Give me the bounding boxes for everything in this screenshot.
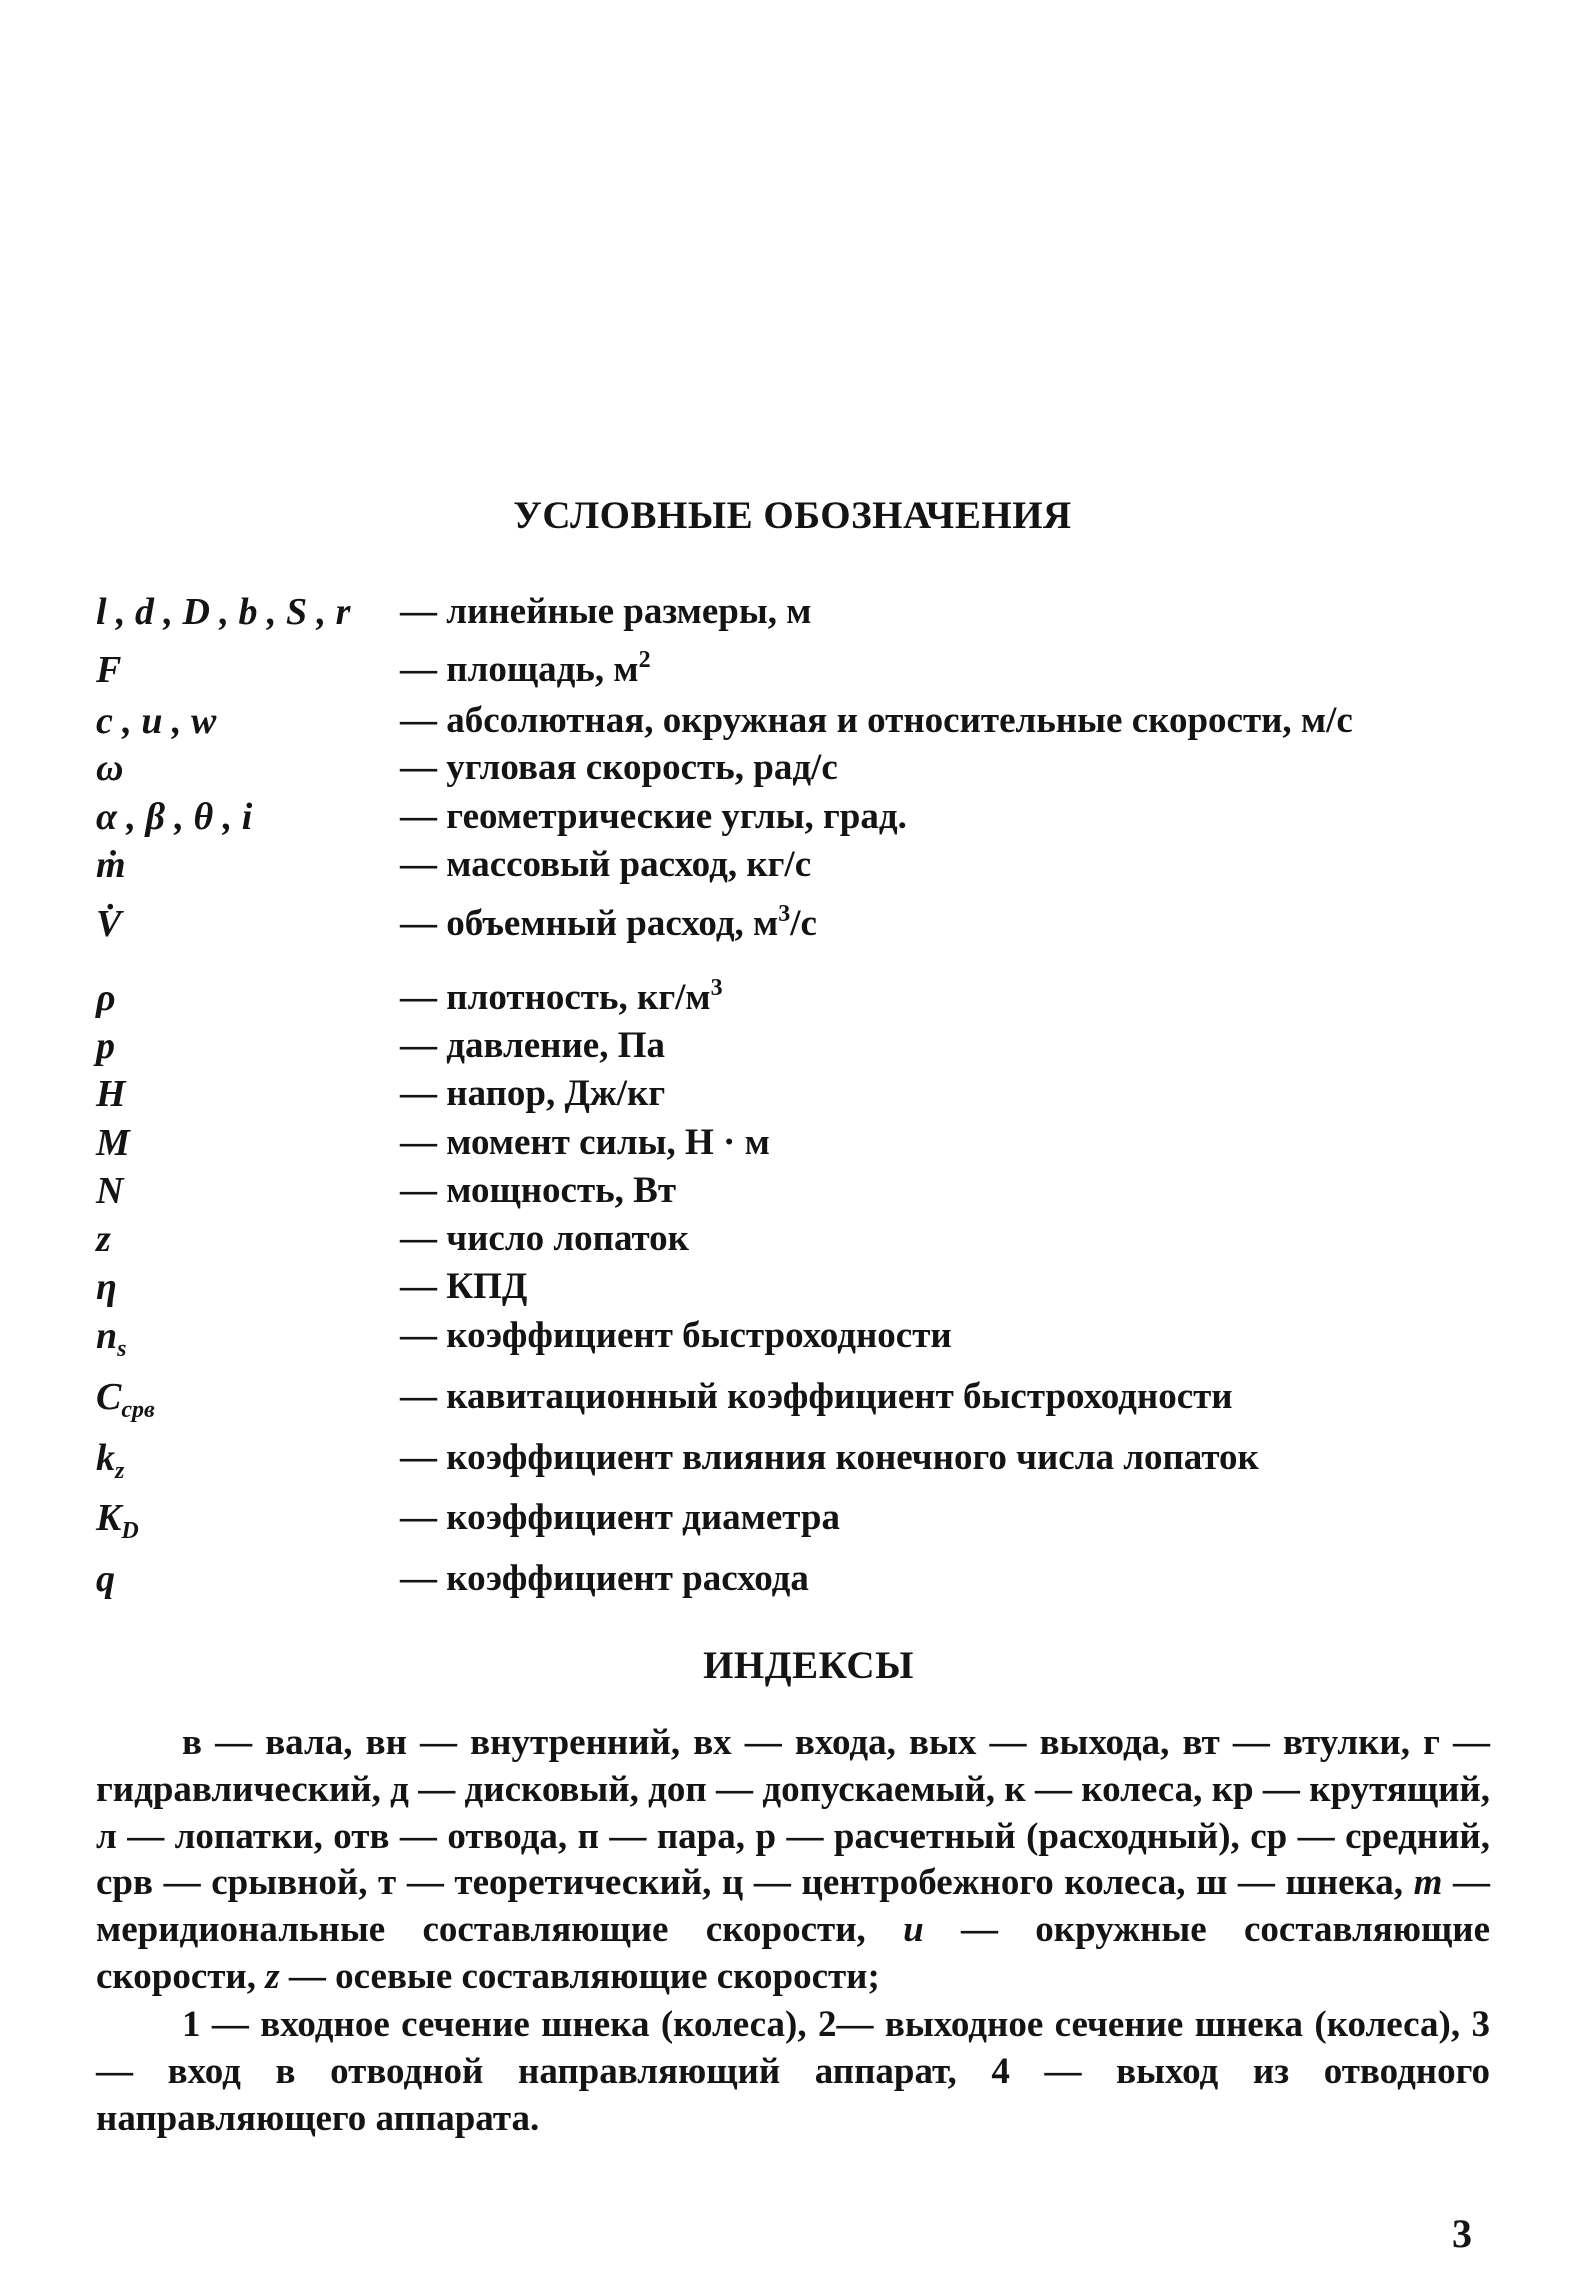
symbol-description: — число лопаток — [400, 1218, 689, 1259]
section-title-symbols: УСЛОВНЫЕ ОБОЗНАЧЕНИЯ — [513, 494, 1072, 537]
superscript: 3 — [778, 901, 791, 927]
symbol-description: — коэффициент расхода — [400, 1558, 809, 1599]
symbol: l , d , D , b , S , r — [96, 591, 351, 633]
symbol: $n_s$ — [96, 1315, 127, 1362]
symbol-description: — момент силы, Н · м — [400, 1122, 770, 1163]
symbol: N — [96, 1170, 124, 1212]
symbol-description: — плотность, $кг/м^3$ — [400, 975, 723, 1018]
symbol: $C_{срв}$ — [96, 1376, 155, 1423]
superscript: 2 — [638, 647, 651, 673]
subscript: z — [115, 1458, 125, 1484]
symbol: ṁ — [96, 844, 126, 886]
symbol: p — [96, 1025, 115, 1067]
symbol: M — [96, 1122, 130, 1164]
symbol: V̇ — [96, 903, 122, 945]
indices-paragraph: в — вала, вн — внутренний, вх — входа, вых — выхода, вт — втулки, г — гидравлический, д — дисковый, доп — допускаемый, к — колеса, кр — крутящий, л — лопатки, отв — отвода, п — пара, р — расчетный (расходный), ср — средний, срв — срывной, т — теоретический, ц — центробежного колеса, ш — шнека, m — меридиональные составляющие скорости, u — окружные составляющие скорости, z — осевые составляющие скорости; — [96, 1722, 1490, 1997]
symbol-description: — угловая скорость, рад/с — [400, 747, 838, 788]
symbol: ρ — [96, 977, 116, 1019]
symbol: ω — [96, 747, 124, 789]
symbol-description: — коэффициент диаметра — [400, 1497, 840, 1538]
symbol: $K_D$ — [96, 1497, 139, 1544]
subscript: D — [121, 1518, 139, 1544]
symbol-description: — линейные размеры, м — [400, 591, 812, 632]
symbol-description: — кавитационный коэффициент быстроходности — [400, 1376, 1233, 1417]
section-title-indices: ИНДЕКСЫ — [703, 1644, 914, 1687]
symbol-description: — площадь, $м^2$ — [400, 647, 651, 690]
symbol: q — [96, 1558, 115, 1600]
symbol: η — [96, 1266, 117, 1308]
superscript: 3 — [710, 975, 723, 1001]
symbol: F — [96, 649, 122, 691]
symbol: α , β , θ , i — [96, 796, 253, 838]
symbol-description: — коэффициент быстроходности — [400, 1315, 952, 1356]
symbol: H — [96, 1073, 126, 1115]
symbol: z — [96, 1218, 111, 1260]
symbol-description: — объемный расход, $м^3/с$ — [400, 901, 817, 944]
sections-paragraph: 1 — входное сечение шнека (колеса), 2— выходное сечение шнека (колеса), 3 — вход в отводной направляющий аппарат, 4 — выход из отводного направляющего аппарата. — [96, 2004, 1490, 2139]
symbol-description: — КПД — [400, 1266, 528, 1307]
subscript: срв — [121, 1397, 155, 1423]
page-number: 3 — [1452, 2211, 1472, 2256]
symbol-description: — геометрические углы, град. — [400, 796, 907, 837]
symbol-description: — напор, Дж/кг — [400, 1073, 666, 1114]
symbol-description: — массовый расход, кг/с — [400, 844, 812, 885]
symbol: $k_z$ — [96, 1437, 125, 1484]
symbol-description: — коэффициент влияния конечного числа лопаток — [400, 1437, 1259, 1478]
symbol-description: — мощность, Вт — [400, 1170, 677, 1211]
subscript: s — [117, 1336, 127, 1362]
symbol: c , u , w — [96, 700, 217, 742]
symbol-description: — абсолютная, окружная и относительные скорости, м/с — [400, 700, 1353, 741]
symbol-description: — давление, Па — [400, 1025, 665, 1066]
